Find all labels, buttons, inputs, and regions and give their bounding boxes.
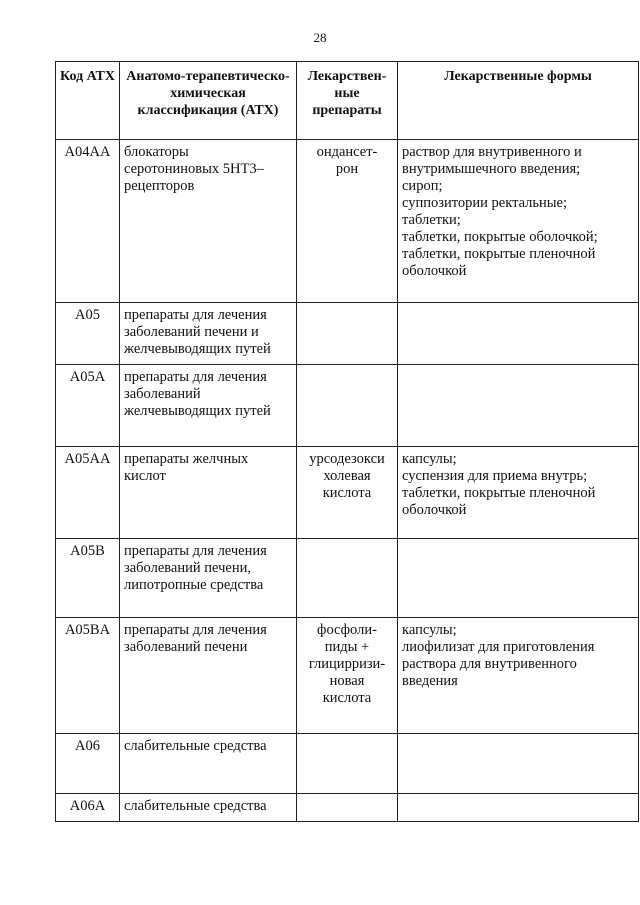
cell-drug-line: кислота	[322, 690, 372, 706]
cell-classification-line: препараты для лечения	[124, 369, 267, 385]
cell-classification-line: кислот	[124, 468, 166, 484]
cell-classification-line: препараты для лечения	[124, 543, 267, 559]
header-code: Код АТХ	[56, 62, 120, 140]
cell-forms-line: таблетки, покрытые пленочной	[402, 485, 596, 501]
cell-classification-line: заболеваний печени	[124, 639, 248, 655]
cell-forms-line: таблетки, покрытые оболочкой;	[402, 229, 598, 245]
cell-classification-line: препараты желчных	[124, 451, 249, 467]
cell-code: A06	[56, 734, 120, 794]
header-forms: Лекарственные формы	[398, 62, 639, 140]
table-body	[56, 140, 639, 822]
cell-drug	[297, 140, 398, 303]
header-drugs: Лекарствен-ные препараты	[297, 62, 398, 140]
cell-drug	[297, 539, 398, 618]
cell-forms	[398, 794, 639, 822]
cell-forms-line: суппозитории ректальные;	[402, 195, 567, 211]
cell-code: A05	[56, 303, 120, 365]
cell-classification-line: препараты для лечения	[124, 307, 267, 323]
cell-classification-line: заболеваний печени,	[124, 560, 251, 576]
cell-forms-line: введения	[402, 673, 458, 689]
cell-forms	[398, 365, 639, 447]
cell-drug-line: урсодезокси	[309, 451, 385, 467]
page-number: 28	[313, 30, 327, 45]
cell-drug-line: холевая	[323, 468, 371, 484]
cell-forms-line: таблетки;	[402, 212, 461, 228]
cell-drug-line: ондансет-	[316, 144, 378, 160]
cell-classification-line: серотониновых 5HT3–	[124, 161, 264, 177]
cell-drug	[297, 447, 398, 539]
cell-classification	[120, 734, 297, 794]
cell-classification	[120, 618, 297, 734]
cell-forms	[398, 303, 639, 365]
cell-drug	[297, 365, 398, 447]
cell-forms-line: раствора для внутривенного	[402, 656, 577, 672]
cell-drug	[297, 618, 398, 734]
cell-classification-line: желчевыводящих путей	[124, 341, 271, 357]
cell-classification-line: препараты для лечения	[124, 622, 267, 638]
cell-forms-line: суспензия для приема внутрь;	[402, 468, 588, 484]
cell-forms-line: оболочкой	[402, 502, 467, 518]
cell-forms-line: сироп;	[402, 178, 443, 194]
cell-code: A06A	[56, 794, 120, 822]
cell-forms-line: оболочкой	[402, 263, 467, 279]
cell-forms	[398, 539, 639, 618]
cell-classification-line: заболеваний печени и	[124, 324, 259, 340]
cell-forms-line: внутримышечного введения;	[402, 161, 581, 177]
cell-classification-line: липотропные средства	[124, 577, 264, 593]
atx-table	[55, 61, 639, 822]
cell-drug-line: глицирризи-	[308, 656, 386, 672]
cell-drug	[297, 794, 398, 822]
table-row	[56, 539, 639, 618]
cell-forms	[398, 447, 639, 539]
cell-code: A05AA	[56, 447, 120, 539]
cell-classification-line: блокаторы	[124, 144, 189, 160]
cell-forms-line: капсулы;	[402, 622, 457, 638]
cell-forms-line: раствор для внутривенного и	[402, 144, 582, 160]
cell-drug	[297, 734, 398, 794]
cell-classification	[120, 140, 297, 303]
table-header-row	[56, 62, 639, 140]
table-row	[56, 447, 639, 539]
cell-drug-line: рон	[335, 161, 359, 177]
cell-code: A05B	[56, 539, 120, 618]
table-row	[56, 140, 639, 303]
table-row	[56, 303, 639, 365]
cell-drug-line: кислота	[322, 485, 372, 501]
table-row	[56, 794, 639, 822]
cell-forms-line: капсулы;	[402, 451, 457, 467]
cell-classification	[120, 365, 297, 447]
cell-classification	[120, 794, 297, 822]
cell-code: A05BA	[56, 618, 120, 734]
cell-forms	[398, 734, 639, 794]
cell-code: A05A	[56, 365, 120, 447]
cell-classification-line: слабительные средства	[124, 798, 267, 814]
cell-drug-line: новая	[329, 673, 365, 689]
cell-forms-line: таблетки, покрытые пленочной	[402, 246, 596, 262]
cell-forms	[398, 140, 639, 303]
table-row	[56, 618, 639, 734]
table-row	[56, 365, 639, 447]
cell-classification-line: слабительные средства	[124, 738, 267, 754]
header-classification: Анатомо-терапевтическо-химическая классификация (АТХ)	[120, 62, 297, 140]
cell-drug-line: фосфоли-	[317, 622, 377, 638]
cell-forms	[398, 618, 639, 734]
cell-classification	[120, 447, 297, 539]
cell-drug-line: пиды +	[324, 639, 370, 655]
cell-classification	[120, 539, 297, 618]
cell-drug	[297, 303, 398, 365]
cell-classification-line: заболеваний	[124, 386, 201, 402]
cell-forms-line: лиофилизат для приготовления	[402, 639, 595, 655]
cell-classification-line: рецепторов	[124, 178, 195, 194]
table-row	[56, 734, 639, 794]
cell-classification	[120, 303, 297, 365]
cell-classification-line: желчевыводящих путей	[124, 403, 271, 419]
cell-code: A04AA	[56, 140, 120, 303]
